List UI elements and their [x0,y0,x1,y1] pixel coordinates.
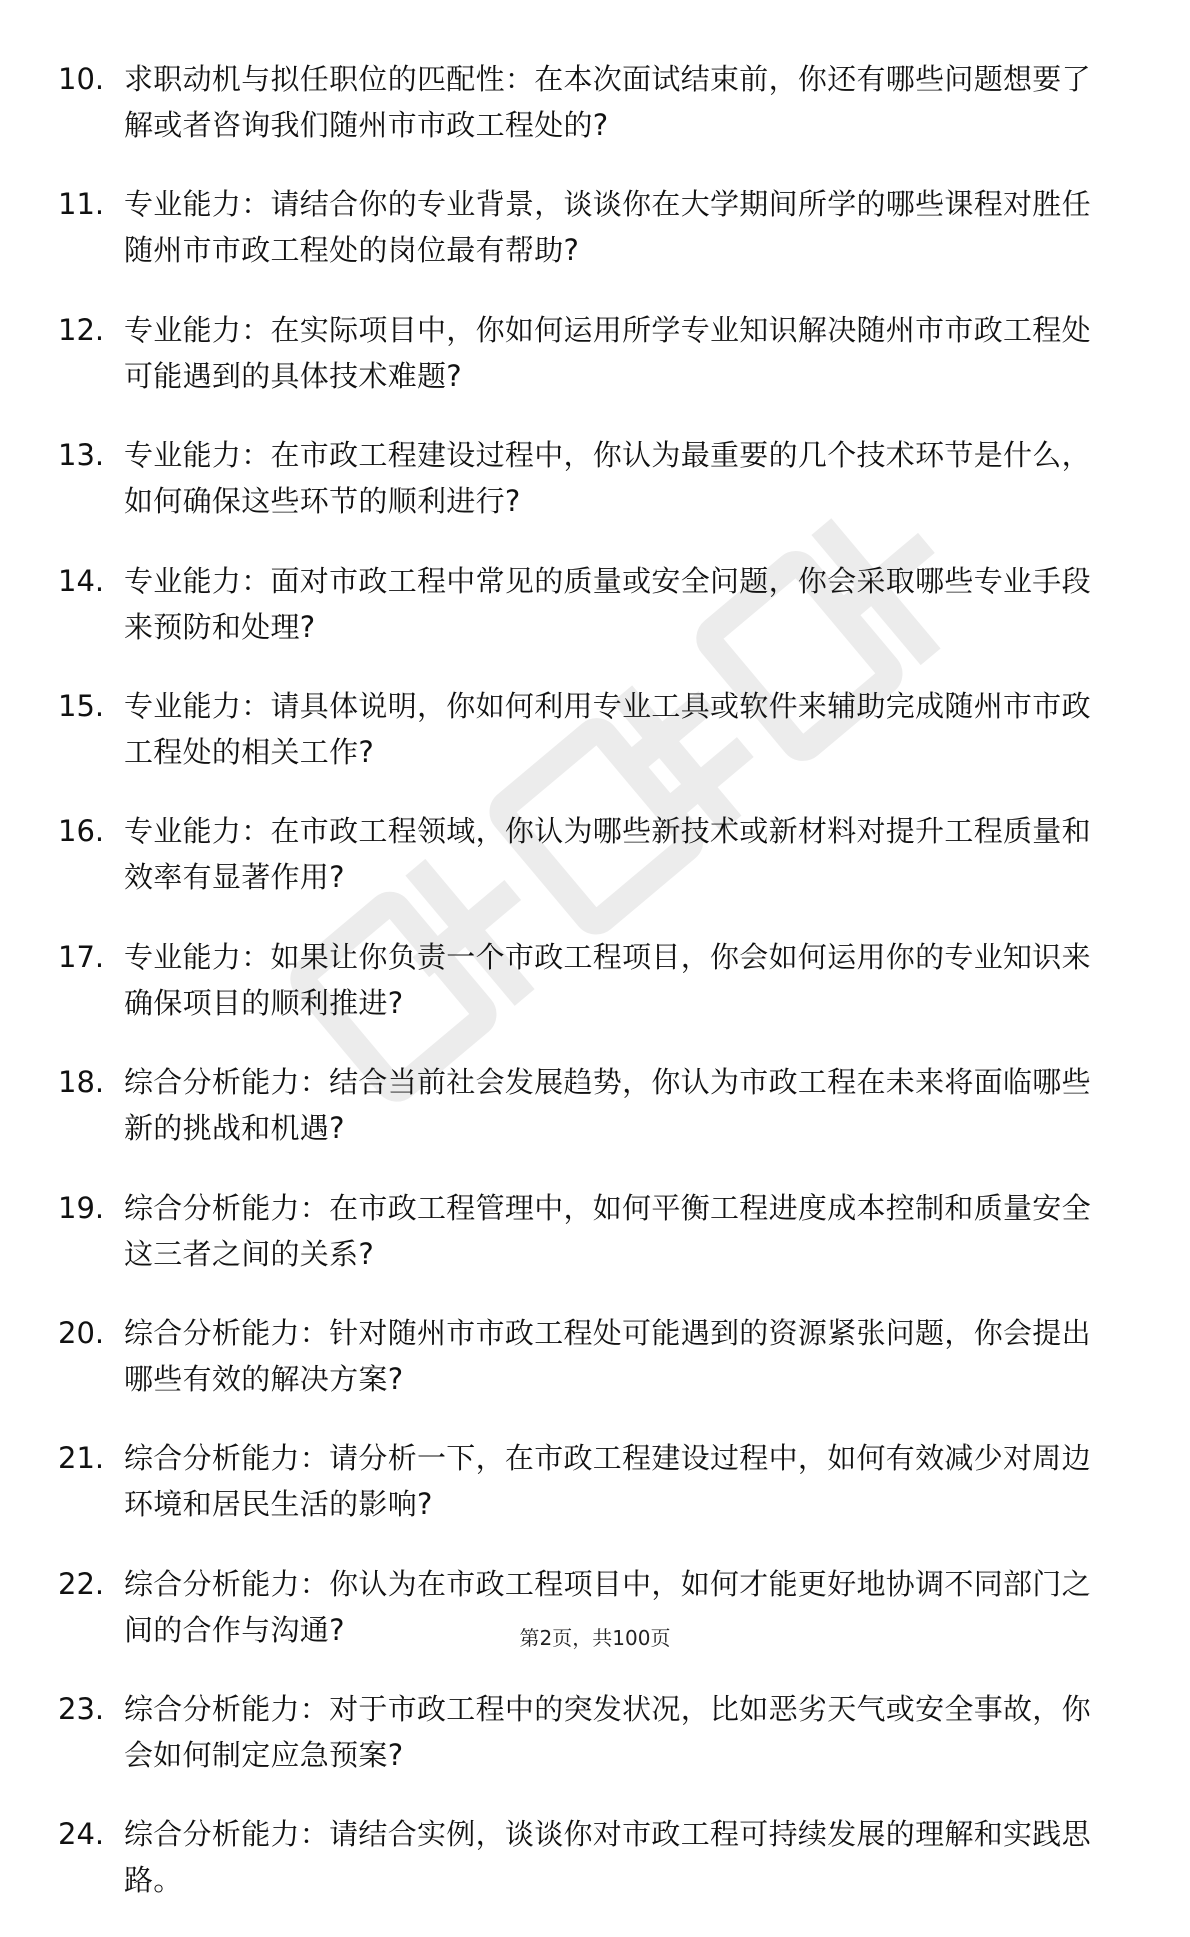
question-item [58,1686,1118,1778]
question-text: 综合分析能力：请分析一下，在市政工程建设过程中，如何有效减少对周边环境和居民生活的影响? [124,1441,1091,1522]
question-text: 求职动机与拟任职位的匹配性：在本次面试结束前，你还有哪些问题想要了解或者咨询我们随州市市政工程处的? [124,62,1091,142]
question-text: 专业能力：在实际项目中，你如何运用所学专业知识解决随州市市政工程处可能遇到的具体技术难题? [124,312,1091,393]
question-number: 12. [58,312,105,347]
question-number: 18. [58,1065,105,1100]
question-number: 17. [58,939,105,974]
question-text: 专业能力：在市政工程领域，你认为哪些新技术或新材料对提升工程质量和效率有显著作用? [124,814,1091,895]
question-item [58,1435,1118,1527]
question-text: 综合分析能力：针对随州市市政工程处可能遇到的资源紧张问题，你会提出哪些有效的解决方案? [124,1315,1091,1396]
question-number: 14. [58,563,105,598]
question-item [58,683,1118,775]
question-number: 22. [58,1566,105,1601]
question-number: 13. [58,438,105,473]
question-number: 15. [58,688,105,723]
question-number: 11. [58,187,105,222]
question-number: 20. [58,1315,105,1350]
question-item [58,307,1118,399]
question-text: 综合分析能力：请结合实例，谈谈你对市政工程可持续发展的理解和实践思路。 [124,1817,1091,1898]
question-item [58,181,1118,273]
question-item [58,1185,1118,1277]
question-number: 10. [58,62,105,96]
question-item [58,808,1118,900]
question-item [58,558,1118,650]
question-number: 16. [58,814,105,849]
question-item [58,934,1118,1026]
question-text: 专业能力：请结合你的专业背景，谈谈你在大学期间所学的哪些课程对胜任随州市市政工程处的岗位最有帮助? [124,187,1091,268]
question-text: 专业能力：如果让你负责一个市政工程项目，你会如何运用你的专业知识来确保项目的顺利推进? [124,939,1091,1020]
question-text: 专业能力：面对市政工程中常见的质量或安全问题，你会采取哪些专业手段来预防和处理? [124,563,1091,644]
question-number: 23. [58,1692,105,1727]
question-text: 综合分析能力：结合当前社会发展趋势，你认为市政工程在未来将面临哪些新的挑战和机遇? [124,1065,1091,1146]
question-text: 综合分析能力：你认为在市政工程项目中，如何才能更好地协调不同部门之间的合作与沟通? [124,1566,1091,1647]
question-text: 专业能力：请具体说明，你如何利用专业工具或软件来辅助完成随州市市政工程处的相关工作? [124,688,1091,769]
question-item [58,56,1118,148]
question-text: 综合分析能力：在市政工程管理中，如何平衡工程进度成本控制和质量安全这三者之间的关系? [124,1190,1091,1271]
question-number: 21. [58,1441,105,1476]
question-list [58,56,1118,1937]
question-item [58,1811,1118,1903]
question-text: 专业能力：在市政工程建设过程中，你认为最重要的几个技术环节是什么，如何确保这些环节的顺利进行? [124,438,1091,519]
question-item [58,1310,1118,1402]
page-footer: 第2页，共100页 [519,1626,671,1650]
question-number: 24. [58,1817,105,1852]
question-item [58,432,1118,524]
question-text: 综合分析能力：对于市政工程中的突发状况，比如恶劣天气或安全事故，你会如何制定应急预案? [124,1692,1091,1773]
question-number: 19. [58,1190,105,1225]
question-item [58,1059,1118,1151]
